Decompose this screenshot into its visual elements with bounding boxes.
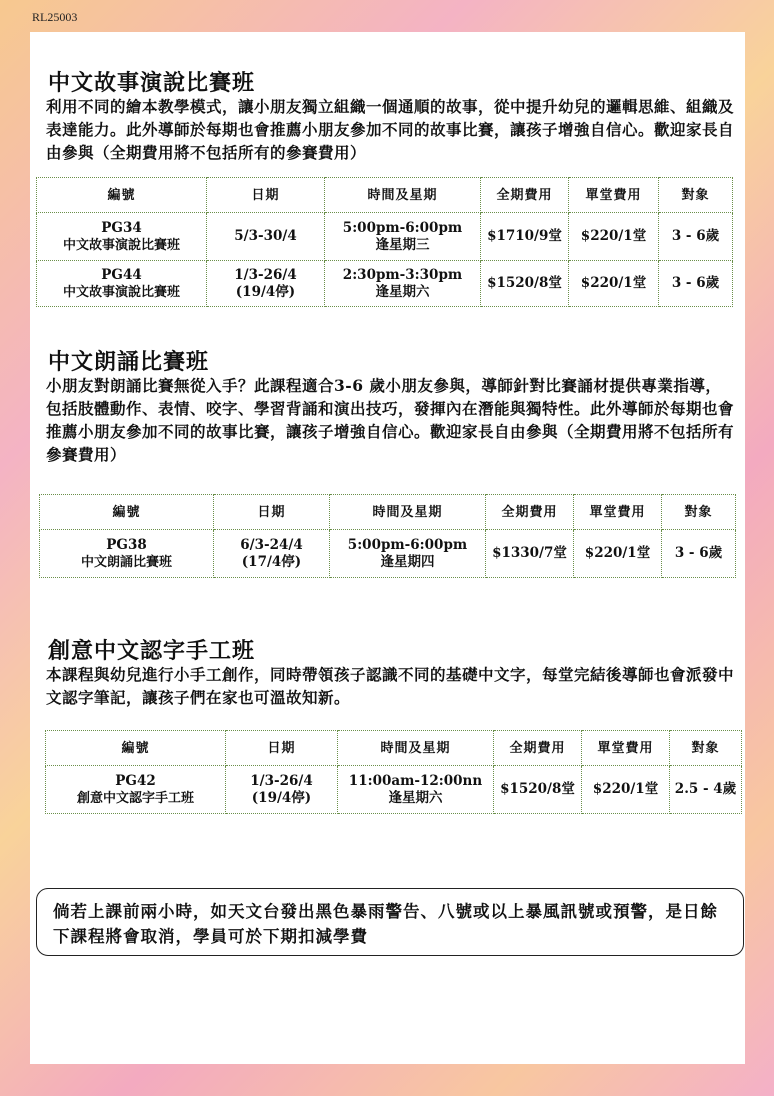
- section-title: 中文故事演說比賽班: [48, 70, 256, 96]
- course-code: PG44: [101, 266, 142, 283]
- table-header-row: [37, 178, 733, 213]
- course-day: 逢星期六: [388, 789, 443, 806]
- page-sheet: [30, 32, 745, 1064]
- cell-full-fee: $1330/7堂: [486, 530, 574, 578]
- section-description: 利用不同的繪本教學模式，讓小朋友獨立組織一個通順的故事，從中提升幼兒的邏輯思維、組織及表達能力。此外導師於每期也會推薦小朋友參加不同的故事比賽，讓孩子增強自信心。歡迎家長自由參與（全期費用將不包括所有的參賽費用）: [46, 97, 735, 162]
- section-title: 中文朗誦比賽班: [48, 349, 210, 375]
- cell-target: 3 - 6歲: [659, 261, 733, 307]
- cell-date: [214, 530, 330, 578]
- header-date: 日期: [214, 495, 330, 530]
- cell-code: [37, 213, 207, 261]
- table-row: [37, 213, 733, 261]
- cell-target: 2.5 - 4歲: [670, 766, 742, 814]
- section-description: 小朋友對朗誦比賽無從入手？此課程適合3-6 歲小朋友參與，導師針對比賽誦材提供專業指導，包括肢體動作、表情、咬字、學習背誦和演出技巧，發揮內在潛能與獨特性。此外導師於每期也會推薦小朋友參加不同的故事比賽，讓孩子增強自信心。歡迎家長自由參與（全期費用將不包括所有參賽費用）: [46, 376, 735, 464]
- course-day: 逢星期四: [380, 553, 435, 570]
- cell-full-fee: $1520/8堂: [494, 766, 582, 814]
- table-header-row: [40, 495, 736, 530]
- header-time: 時間及星期: [325, 178, 481, 213]
- course-date: 1/3-26/4: [250, 772, 313, 789]
- course-name: 中文故事演說比賽班: [62, 284, 180, 300]
- course-day: 逢星期六: [375, 283, 430, 300]
- header-date: 日期: [226, 731, 338, 766]
- cell-single-fee: $220/1堂: [582, 766, 670, 814]
- cell-code: [40, 530, 214, 578]
- header-time: 時間及星期: [330, 495, 486, 530]
- document-code: RL25003: [32, 10, 78, 24]
- header-code: 編號: [37, 178, 207, 213]
- table-row: [40, 530, 736, 578]
- cell-date: [207, 261, 325, 307]
- course-time: 11:00am-12:00nn: [348, 772, 483, 789]
- section-description: 本課程與幼兒進行小手工創作，同時帶領孩子認識不同的基礎中文字，每堂完結後導師也會派發中文認字筆記，讓孩子們在家也可溫故知新。: [46, 665, 735, 707]
- course-name: 中文朗誦比賽班: [80, 554, 172, 570]
- table-header-row: [46, 731, 742, 766]
- course-date-note: (19/4停): [235, 283, 296, 300]
- header-target: 對象: [659, 178, 733, 213]
- cell-target: 3 - 6歲: [659, 213, 733, 261]
- header-code: 編號: [46, 731, 226, 766]
- cell-target: 3 - 6歲: [662, 530, 736, 578]
- header-single-fee: 單堂費用: [582, 731, 670, 766]
- header-code: 編號: [40, 495, 214, 530]
- cell-single-fee: $220/1堂: [569, 261, 659, 307]
- cell-full-fee: $1710/9堂: [481, 213, 569, 261]
- header-target: 對象: [662, 495, 736, 530]
- cell-code: [37, 261, 207, 307]
- weather-notice-box: [36, 888, 744, 956]
- course-table: [45, 730, 742, 814]
- header-single-fee: 單堂費用: [569, 178, 659, 213]
- course-code: PG38: [106, 536, 147, 553]
- cell-full-fee: $1520/8堂: [481, 261, 569, 307]
- header-target: 對象: [670, 731, 742, 766]
- header-time: 時間及星期: [338, 731, 494, 766]
- course-date: 1/3-26/4: [234, 266, 297, 283]
- course-name: 中文故事演說比賽班: [62, 237, 180, 253]
- course-time: 2:30pm-3:30pm: [342, 266, 463, 283]
- course-date: 6/3-24/4: [240, 536, 303, 553]
- course-time: 5:00pm-6:00pm: [342, 219, 463, 236]
- section-title: 創意中文認字手工班: [48, 638, 256, 664]
- course-date-note: (19/4停): [251, 789, 312, 806]
- cell-time: [338, 766, 494, 814]
- cell-time: [330, 530, 486, 578]
- cell-time: [325, 261, 481, 307]
- header-full-fee: 全期費用: [481, 178, 569, 213]
- course-code: PG34: [101, 219, 142, 236]
- cell-code: [46, 766, 226, 814]
- weather-notice-text: 倘若上課前兩小時，如天文台發出黑色暴雨警告、八號或以上暴風訊號或預警，是日餘下課程將會取消，學員可於下期扣減學費: [53, 902, 718, 946]
- cell-single-fee: $220/1堂: [574, 530, 662, 578]
- course-code: PG42: [115, 772, 156, 789]
- header-date: 日期: [207, 178, 325, 213]
- table-row: [46, 766, 742, 814]
- cell-time: [325, 213, 481, 261]
- cell-single-fee: $220/1堂: [569, 213, 659, 261]
- course-table: [36, 177, 733, 307]
- course-name: 創意中文認字手工班: [76, 790, 194, 806]
- cell-date: [207, 213, 325, 261]
- header-single-fee: 單堂費用: [574, 495, 662, 530]
- course-date-note: (17/4停): [241, 553, 302, 570]
- table-row: [37, 261, 733, 307]
- course-date: 5/3-30/4: [234, 228, 297, 244]
- course-time: 5:00pm-6:00pm: [347, 536, 468, 553]
- course-table: [39, 494, 736, 578]
- course-day: 逢星期三: [375, 236, 430, 253]
- header-full-fee: 全期費用: [486, 495, 574, 530]
- cell-date: [226, 766, 338, 814]
- header-full-fee: 全期費用: [494, 731, 582, 766]
